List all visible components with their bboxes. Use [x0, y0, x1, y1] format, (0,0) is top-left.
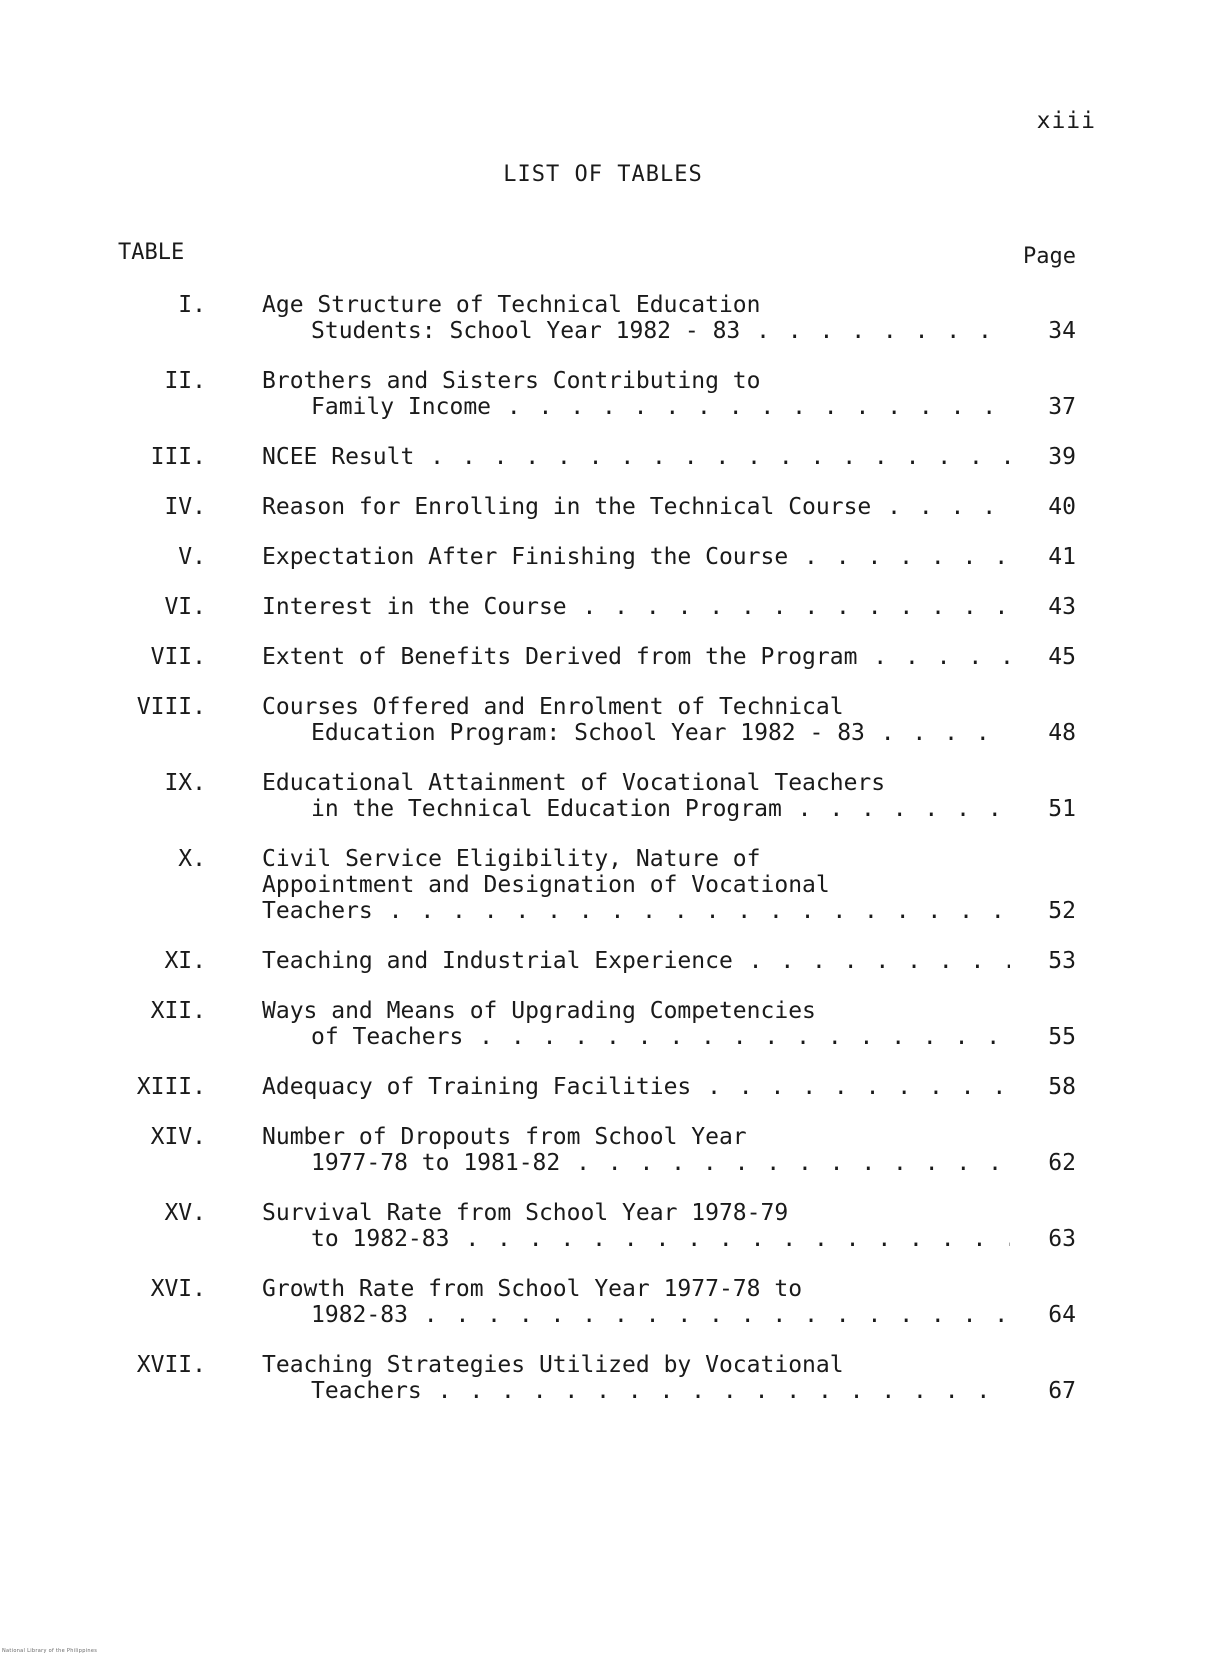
table-numeral: XI.: [164, 948, 206, 974]
page-column-header: Page: [1023, 244, 1076, 269]
table-title: [262, 1124, 1010, 1176]
table-numeral: V.: [178, 544, 206, 570]
table-title: [262, 948, 1010, 974]
table-title-line: NCEE Result . . .: [262, 444, 1010, 470]
list-item: [0, 948, 1206, 974]
table-title-line: Appointment and Designation of Vocational: [262, 872, 830, 898]
table-numeral: XII.: [150, 998, 206, 1024]
table-title-line: Ways and Means of Upgrading Competencies: [262, 998, 816, 1024]
list-item: [0, 694, 1206, 746]
page-reference: 52: [1048, 898, 1076, 924]
list-item: [0, 998, 1206, 1050]
table-title-line: Adequacy of Training Facilities . . .: [262, 1074, 1010, 1100]
table-title: [262, 1200, 1010, 1252]
table-title-line: Teachers . . .: [262, 1378, 1010, 1404]
table-numeral: III.: [150, 444, 206, 470]
table-title-line: Reason for Enrolling in the Technical Course . . .: [262, 494, 1010, 520]
table-title: [262, 694, 1010, 746]
table-numeral: II.: [164, 368, 206, 394]
list-item: [0, 1074, 1206, 1100]
table-title: [262, 1074, 1010, 1100]
list-item: [0, 846, 1206, 924]
table-title-line: Teachers . . .: [262, 898, 1010, 924]
list-item: [0, 770, 1206, 822]
list-item: [0, 1124, 1206, 1176]
table-title: [262, 444, 1010, 470]
table-title: [262, 998, 1010, 1050]
table-title-line: Teaching Strategies Utilized by Vocational: [262, 1352, 844, 1378]
table-title-line: Growth Rate from School Year 1977-78 to: [262, 1276, 803, 1302]
table-title-line: Courses Offered and Enrolment of Technical: [262, 694, 844, 720]
table-title-line: Number of Dropouts from School Year: [262, 1124, 747, 1150]
table-title-line: Brothers and Sisters Contributing to: [262, 368, 761, 394]
table-numeral: X.: [178, 846, 206, 872]
list-item: [0, 368, 1206, 420]
page-reference: 63: [1048, 1226, 1076, 1252]
table-title-line: Civil Service Eligibility, Nature of: [262, 846, 761, 872]
page-number: xiii: [1036, 108, 1096, 134]
table-title: [262, 292, 1010, 344]
table-title: [262, 494, 1010, 520]
table-numeral: VIII.: [136, 694, 206, 720]
page-reference: 64: [1048, 1302, 1076, 1328]
table-title: [262, 1276, 1010, 1328]
page-reference: 58: [1048, 1074, 1076, 1100]
table-title-line: Teaching and Industrial Experience . . .: [262, 948, 1010, 974]
table-title: [262, 644, 1010, 670]
table-title: [262, 594, 1010, 620]
table-title: [262, 544, 1010, 570]
page-reference: 53: [1048, 948, 1076, 974]
table-title-line: Age Structure of Technical Education: [262, 292, 761, 318]
table-title: [262, 846, 1010, 924]
table-numeral: XVI.: [150, 1276, 206, 1302]
table-title-line: Extent of Benefits Derived from the Program . . .: [262, 644, 1010, 670]
page-reference: 48: [1048, 720, 1076, 746]
page-reference: 41: [1048, 544, 1076, 570]
page-reference: 55: [1048, 1024, 1076, 1050]
table-numeral: XVII.: [136, 1352, 206, 1378]
list-item: [0, 1200, 1206, 1252]
table-numeral: IX.: [164, 770, 206, 796]
table-list: [0, 292, 1206, 1428]
table-numeral: IV.: [164, 494, 206, 520]
table-title-line: Educational Attainment of Vocational Teachers: [262, 770, 886, 796]
list-item: [0, 444, 1206, 470]
footer-note: National Library of the Philippines: [2, 1648, 98, 1654]
page-reference: 45: [1048, 644, 1076, 670]
table-numeral: XV.: [164, 1200, 206, 1226]
list-item: [0, 292, 1206, 344]
table-title-line: of Teachers . . .: [262, 1024, 1010, 1050]
page-reference: 62: [1048, 1150, 1076, 1176]
table-title-line: 1977-78 to 1981-82 . . .: [262, 1150, 1010, 1176]
page-reference: 67: [1048, 1378, 1076, 1404]
list-item: [0, 494, 1206, 520]
table-title: [262, 1352, 1010, 1404]
table-title-line: Education Program: School Year 1982 - 83 . . .: [262, 720, 1010, 746]
page-reference: 39: [1048, 444, 1076, 470]
table-numeral: XIII.: [136, 1074, 206, 1100]
table-numeral: VII.: [150, 644, 206, 670]
table-title-line: 1982-83 . . .: [262, 1302, 1010, 1328]
table-title-line: Interest in the Course . . .: [262, 594, 1010, 620]
table-title-line: Survival Rate from School Year 1978-79: [262, 1200, 789, 1226]
table-title-line: in the Technical Education Program . . .: [262, 796, 1010, 822]
table-title-line: Expectation After Finishing the Course . . .: [262, 544, 1010, 570]
list-item: [0, 594, 1206, 620]
table-title-line: Students: School Year 1982 - 83 . . .: [262, 318, 1010, 344]
table-numeral: I.: [178, 292, 206, 318]
table-numeral: XIV.: [150, 1124, 206, 1150]
table-title-line: to 1982-83 . . .: [262, 1226, 1010, 1252]
list-item: [0, 644, 1206, 670]
table-column-header: TABLE: [118, 240, 185, 265]
page-reference: 51: [1048, 796, 1076, 822]
table-numeral: VI.: [164, 594, 206, 620]
list-item: [0, 1352, 1206, 1404]
page-title: LIST OF TABLES: [503, 162, 703, 187]
page-reference: 40: [1048, 494, 1076, 520]
table-title: [262, 368, 1010, 420]
page-reference: 43: [1048, 594, 1076, 620]
table-title-line: Family Income . . .: [262, 394, 1010, 420]
list-item: [0, 544, 1206, 570]
table-title: [262, 770, 1010, 822]
page-reference: 34: [1048, 318, 1076, 344]
list-item: [0, 1276, 1206, 1328]
page-reference: 37: [1048, 394, 1076, 420]
